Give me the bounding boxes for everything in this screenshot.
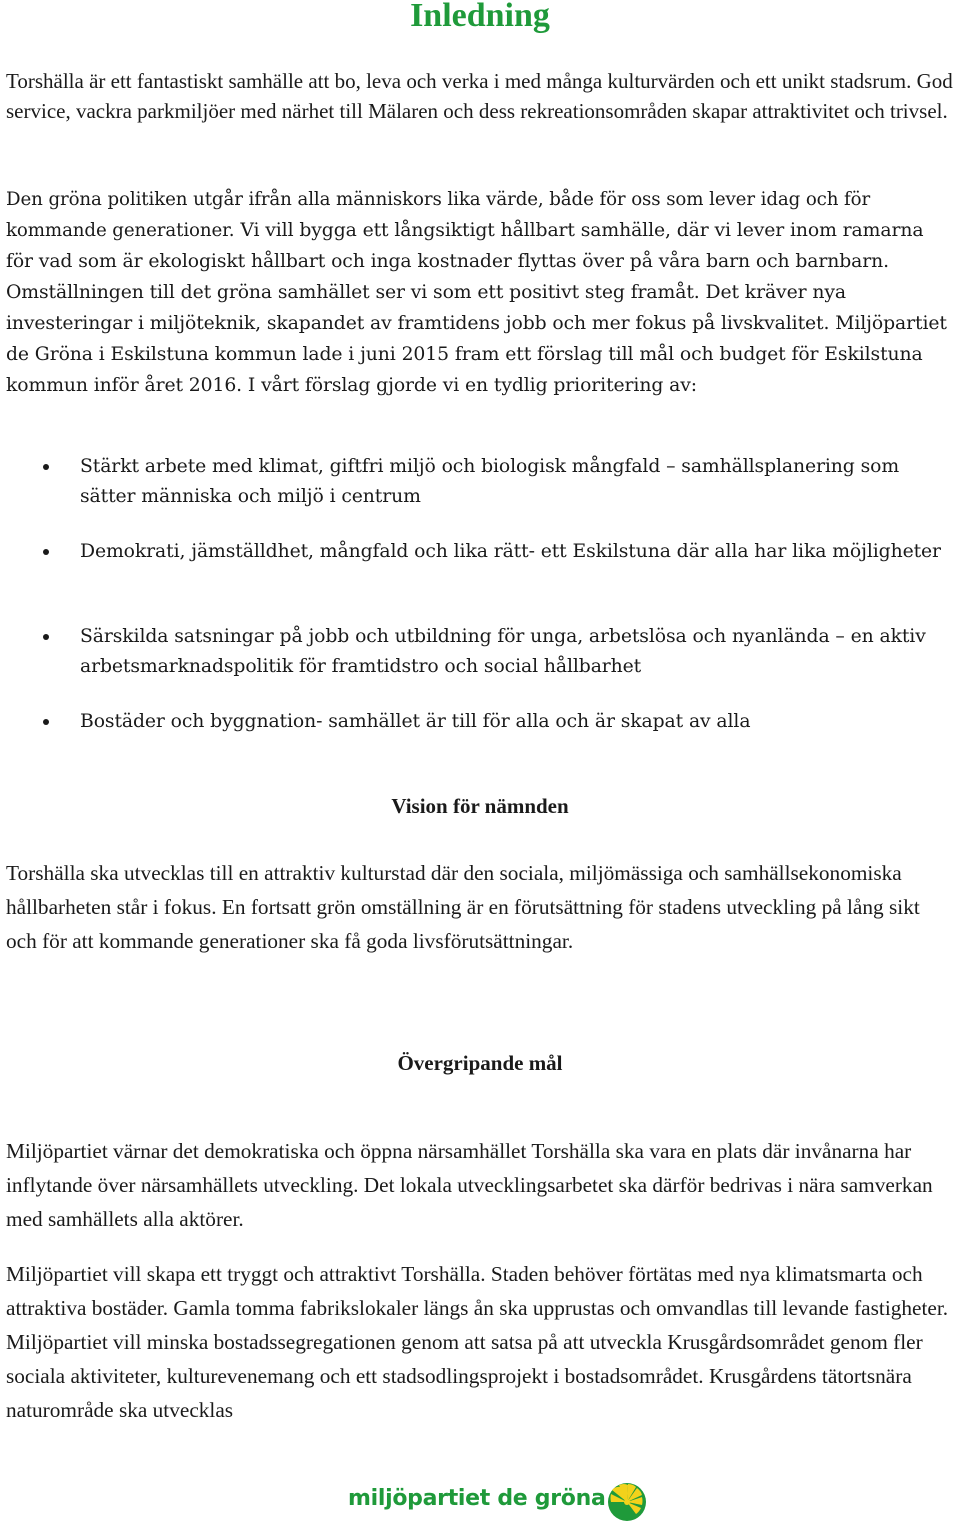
dandelion-icon <box>606 1480 648 1524</box>
bullet-icon <box>43 719 49 725</box>
list-item <box>80 537 950 567</box>
policy-paragraph <box>6 185 954 402</box>
logo-text: miljöpartiet de gröna <box>348 1486 606 1511</box>
policy-text-part1: Den gröna politiken utgår ifrån alla människors lika värde, både för oss som lever idag och för kommande generationer. <box>6 189 871 241</box>
list-item-text: Särskilda satsningar på jobb och utbildning för unga, arbetslösa och nyanlända – en aktiv arbetsmarknadspolitik för framtidstro och social hållbarhet <box>80 626 926 677</box>
page-title: Inledning <box>410 0 550 34</box>
list-item-text: Bostäder och byggnation- samhället är till för alla och är skapat av alla <box>80 711 751 732</box>
bullet-icon <box>43 464 49 470</box>
goals-paragraph-1: Miljöpartiet värnar det demokratiska och öppna närsamhället Torshälla ska vara en plats där invånarna har inflytande över närsamhällets utveckling. Det lokala utvecklingsarbetet ska därför bedrivas i nära samverkan med samhällets alla aktörer. <box>6 1139 933 1231</box>
list-item-text: Demokrati, jämställdhet, mångfald och lika rätt- ett Eskilstuna där alla har lika möjligheter <box>80 541 941 562</box>
list-item <box>80 452 950 512</box>
bullet-icon <box>43 549 49 555</box>
intro-paragraph: Torshälla är ett fantastiskt samhälle att bo, leva och verka i med många kulturvärden och ett unikt stadsrum. God service, vackra parkmiljöer med närhet till Mälaren och dess rekreationsområden skapar attraktivitet och trivsel. <box>6 69 953 123</box>
party-logo <box>348 1480 648 1530</box>
list-item <box>80 622 950 682</box>
list-item <box>80 707 950 737</box>
vision-paragraph: Torshälla ska utvecklas till en attraktiv kulturstad där den sociala, miljömässiga och samhällsekonomiska hållbarheten står i fokus. En fortsatt grön omställning är en förutsättning för stadens utveckling på lång sikt och för att kommande generationer ska få goda livsförutsättningar. <box>6 861 920 953</box>
vision-heading: Vision för nämnden <box>391 794 569 818</box>
list-item-text: Stärkt arbete med klimat, giftfri miljö och biologisk mångfald – samhällsplanering som sätter människa och miljö i centrum <box>80 456 900 507</box>
bullet-icon <box>43 634 49 640</box>
goals-paragraph-2: Miljöpartiet vill skapa ett tryggt och attraktivt Torshälla. Staden behöver förtätas med nya klimatsmarta och attraktiva bostäder. Gamla tomma fabrikslokaler längs ån ska upprustas och omvandlas till levande fastigheter. Miljöpartiet vill minska bostadssegregationen genom att satsa på att utveckla Krusgårdsområdet genom fler sociala aktiviteter, kulturevenemang och ett stadsodlingsprojekt i bostadsområdet. Krusgårdens tätortsnära naturområde ska utvecklas <box>6 1262 949 1422</box>
policy-text-part2: Vi vill bygga ett långsiktigt hållbart samhälle, där vi lever inom ramarna för vad som är ekologiskt hållbart och inga kostnader flyttas över på våra barn och barnbarn. Omställningen till det gröna samhället ser vi som ett positivt steg framåt. Det kräver nya investeringar i miljöteknik, skapandet av framtidens jobb och mer fokus på livskvalitet. Miljöpartiet de Gröna i Eskilstuna kommun lade i juni 2015 fram ett förslag till mål och budget för Eskilstuna kommun inför året 2016. I vårt förslag gjorde vi en tydlig prioritering av: <box>6 220 947 396</box>
goals-heading: Övergripande mål <box>397 1051 563 1075</box>
